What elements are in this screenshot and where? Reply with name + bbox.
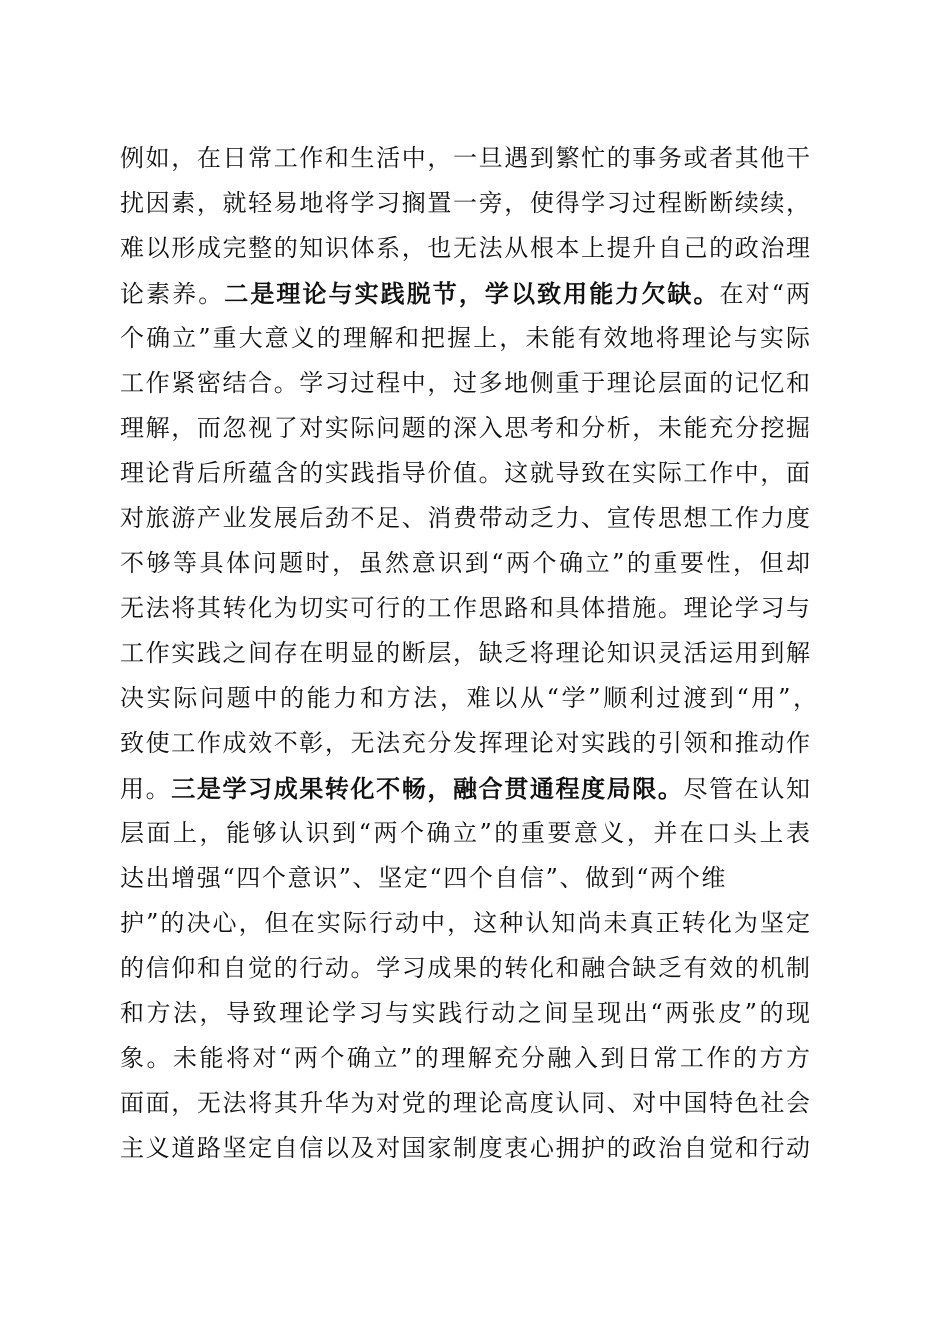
text-line: 个确立”重大意义的理解和把握上，未能有效地将理论与实际 xyxy=(120,324,810,352)
bold-heading: 三是学习成果转化不畅，融合贯通程度局限。 xyxy=(171,774,684,803)
text-line: 主义道路坚定自信以及对国家制度衷心拥护的政治自觉和行动 xyxy=(120,1134,810,1162)
text-line: 层面上，能够认识到“两个确立”的重要意义，并在口头上表 xyxy=(120,819,810,847)
text-line: 无法将其转化为切实可行的工作思路和具体措施。理论学习与 xyxy=(120,594,810,622)
text-line: 不够等具体问题时，虽然意识到“两个确立”的重要性，但却 xyxy=(120,549,810,577)
text-line xyxy=(120,766,810,811)
text-line: 扰因素，就轻易地将学习搁置一旁，使得学习过程断断续续， xyxy=(120,189,810,217)
text-line: 理论背后所蕴含的实践指导价值。这就导致在实际工作中，面 xyxy=(120,459,810,487)
text-line: 面面，无法将其升华为对党的理论高度认同、对中国特色社会 xyxy=(120,1089,810,1117)
text-line: 工作紧密结合。学习过程中，过多地侧重于理论层面的记忆和 xyxy=(120,369,810,397)
bold-heading: 二是理论与实践脱节，学以致用能力欠缺。 xyxy=(224,279,720,308)
text-line: 决实际问题中的能力和方法，难以从“学”顺利过渡到“用”， xyxy=(120,684,817,712)
text-line: 和方法，导致理论学习与实践行动之间呈现出“两张皮”的现 xyxy=(120,999,810,1027)
text-line: 的信仰和自觉的行动。学习成果的转化和融合缺乏有效的机制 xyxy=(120,954,810,982)
text-line: 对旅游产业发展后劲不足、消费带动乏力、宣传思想工作力度 xyxy=(120,504,810,532)
text-line: 象。未能将对“两个确立”的理解充分融入到日常工作的方方 xyxy=(120,1044,810,1072)
text-line xyxy=(120,271,810,316)
text-line: 工作实践之间存在明显的断层，缺乏将理论知识灵活运用到解 xyxy=(120,639,810,667)
text-line: 护”的决心，但在实际行动中，这种认知尚未真正转化为坚定 xyxy=(120,909,810,937)
text-line: 致使工作成效不彰，无法充分发挥理论对实践的引领和推动作 xyxy=(120,729,810,757)
text-segment: 尽管在认知 xyxy=(683,775,811,803)
body-text xyxy=(120,136,817,1171)
text-segment: 用。 xyxy=(120,775,172,803)
text-line: 难以形成完整的知识体系，也无法从根本上提升自己的政治理 xyxy=(120,234,810,262)
text-segment: 在对“两 xyxy=(719,280,810,308)
text-segment: 论素养。 xyxy=(120,280,225,308)
text-line: 达出增强“四个意识”、坚定“四个自信”、做到“两个维 xyxy=(120,864,727,892)
text-line: 理解，而忽视了对实际问题的深入思考和分析，未能充分挖掘 xyxy=(120,414,810,442)
text-line: 例如，在日常工作和生活中，一旦遇到繁忙的事务或者其他干 xyxy=(120,144,810,172)
